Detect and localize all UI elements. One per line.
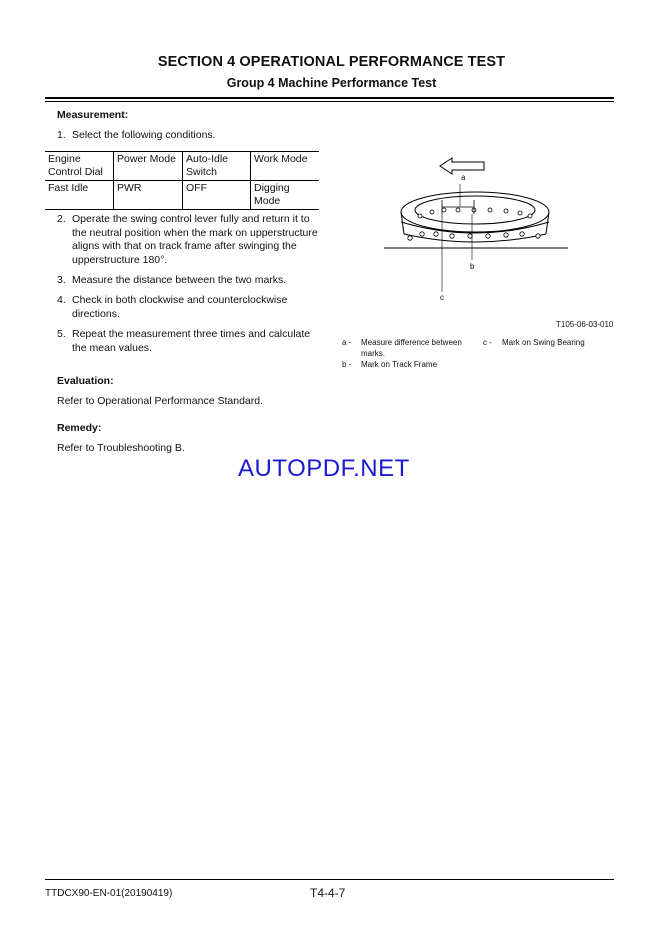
step-2-text: Operate the swing control lever fully and return it to the neutral position when the mark on upperstructure aligns with that on track frame after swinging the upperstructure 180°. <box>72 213 318 266</box>
legend-a-key: a - <box>342 338 352 347</box>
page-number: T4-4-7 <box>310 886 346 900</box>
step-5-number: 5. <box>57 328 66 340</box>
figure-label-b: b <box>470 262 475 271</box>
step-4-number: 4. <box>57 294 66 306</box>
table-cell-work-mode: Digging Mode <box>251 181 320 210</box>
table-cell-power-mode: PWR <box>114 181 183 210</box>
step-2-number: 2. <box>57 213 66 225</box>
conditions-table <box>45 151 319 210</box>
legend-b-key: b - <box>342 360 352 369</box>
step-4 <box>57 294 322 321</box>
evaluation-text: Refer to Operational Performance Standard. <box>57 395 264 407</box>
conditions-value-row <box>45 181 319 210</box>
figure-id: T105-06-03-010 <box>556 320 614 329</box>
footer-doc-code: TTDCX90-EN-01(20190419) <box>45 888 173 899</box>
step-3-text: Measure the distance between the two marks. <box>72 274 287 286</box>
table-cell-auto-idle-switch: OFF <box>183 181 251 210</box>
legend-c-key: c - <box>483 338 492 347</box>
conditions-header-row <box>45 152 319 181</box>
table-header-power-mode: Power Mode <box>114 152 183 181</box>
step-5-text: Repeat the measurement three times and calculate the mean values. <box>72 328 311 354</box>
legend-c-text: Mark on Swing Bearing <box>502 338 585 347</box>
header-rule-thick <box>45 97 614 99</box>
table-header-work-mode: Work Mode <box>251 152 320 181</box>
measurement-heading: Measurement: <box>57 109 129 121</box>
step-2 <box>57 213 322 267</box>
step-1-text: Select the following conditions. <box>72 129 216 141</box>
footer-rule <box>45 879 614 880</box>
group-title: Group 4 Machine Performance Test <box>226 76 437 90</box>
table-header-engine-control-dial: Engine Control Dial <box>45 152 114 181</box>
legend-a-text: Measure difference between marks. <box>361 338 462 358</box>
figure-label-a: a <box>461 173 466 182</box>
step-1-number: 1. <box>57 129 66 141</box>
section-title: SECTION 4 OPERATIONAL PERFORMANCE TEST <box>157 54 506 70</box>
watermark: AUTOPDF.NET <box>238 455 410 482</box>
step-3-number: 3. <box>57 274 66 286</box>
remedy-heading: Remedy: <box>57 422 102 434</box>
rotation-arrow-icon <box>440 158 484 174</box>
table-cell-engine-control-dial: Fast Idle <box>45 181 114 210</box>
swing-bearing-figure <box>380 150 575 310</box>
evaluation-heading: Evaluation: <box>57 375 114 387</box>
figure-label-c: c <box>440 293 444 302</box>
step-3 <box>57 274 322 288</box>
legend-b-text: Mark on Track Frame <box>361 360 438 369</box>
table-header-auto-idle-switch: Auto-Idle Switch <box>183 152 251 181</box>
header-rule-thin <box>45 101 614 102</box>
remedy-text: Refer to Troubleshooting B. <box>57 442 185 454</box>
step-5 <box>57 328 322 355</box>
step-4-text: Check in both clockwise and counterclockwise directions. <box>72 294 288 320</box>
